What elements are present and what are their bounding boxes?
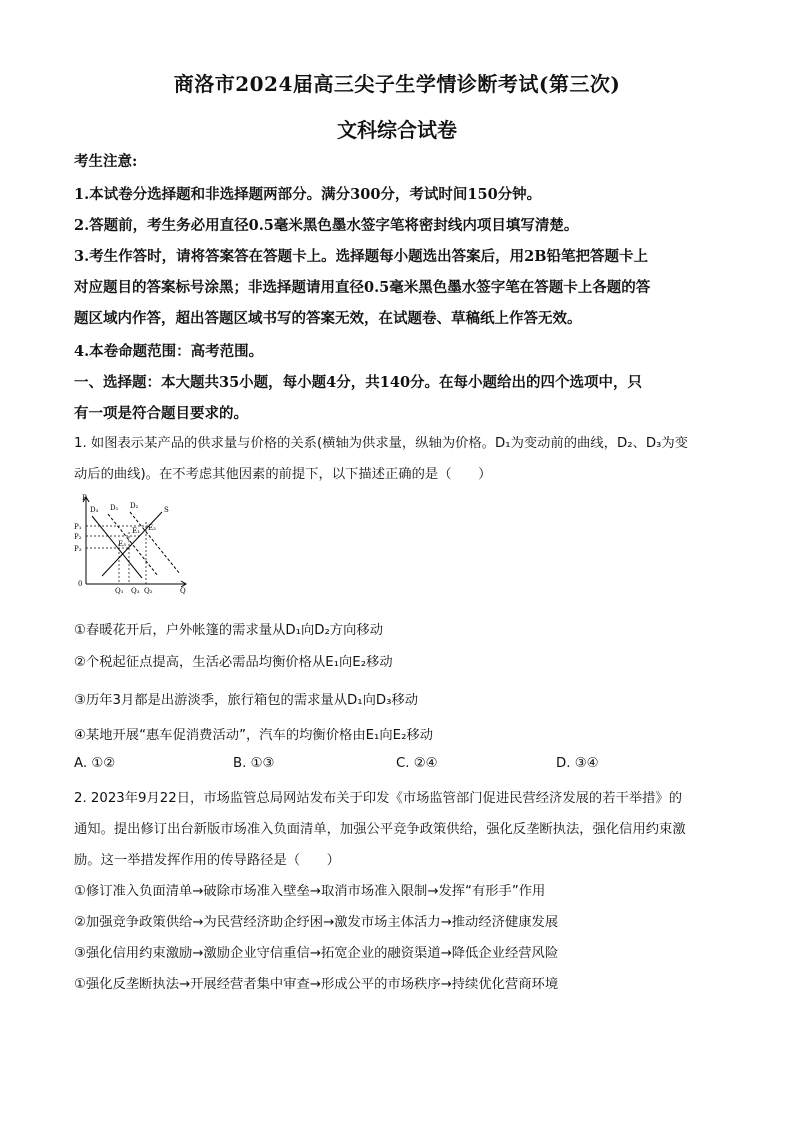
- label-e2: E₂: [148, 524, 156, 532]
- q2-stem: 通知。提出修订出台新版市场准入负面清单，加强公平竞争政策供给，强化反垄断执法，强化信用约束激: [74, 822, 686, 837]
- q2-item: ③强化信用约束激励→激励企业守信重信→拓宽企业的融资渠道→降低企业经营风险: [74, 946, 559, 961]
- q2-stem: 2. 2023年9月22日，市场监管总局网站发布关于印发《市场监管部门促进民营经济发展的若干举措》的: [74, 791, 683, 806]
- q1-item: ③历年3月都是出游淡季，旅行箱包的需求量从D₁向D₃移动: [74, 693, 419, 708]
- q1-item: ①春暖花开后，户外帐篷的需求量从D₁向D₂方向移动: [74, 623, 383, 638]
- label-d3: D₃: [90, 506, 99, 514]
- exam-title: 商洛市2024届高三尖子生学情诊断考试(第三次): [173, 72, 621, 96]
- label-p1: P₁: [74, 523, 82, 531]
- label-q: Q: [180, 587, 186, 595]
- q2-item: ①修订准入负面清单→破除市场准入壁垒→取消市场准入限制→发挥“有形手”作用: [74, 884, 546, 899]
- section-heading: 一、选择题：本大题共35小题，每小题4分，共140分。在每小题给出的四个选项中，只: [74, 374, 643, 391]
- q2-stem: 励。这一举措发挥作用的传导路径是（ ）: [74, 853, 340, 868]
- q1-option-b: B. ①③: [233, 756, 275, 771]
- notice-line: 4.本卷命题范围：高考范围。: [74, 343, 264, 360]
- notice-line: 对应题目的答案标号涂黑；非选择题请用直径0.5毫米黑色墨水签字笔在答题卡上各题的答: [74, 279, 651, 296]
- label-q3: Q₃: [131, 587, 140, 595]
- label-p: P: [82, 494, 87, 502]
- curve-s: [102, 512, 162, 576]
- notice-line: 2.答题前，考生务必用直径0.5毫米黑色墨水签字笔将密封线内项目填写清楚。: [74, 217, 579, 234]
- notice-line: 3.考生作答时，请将答案答在答题卡上。选择题每小题选出答案后，用2B铅笔把答题卡上: [74, 248, 648, 265]
- q1-stem: 1. 如图表示某产品的供求量与价格的关系(横轴为供求量，纵轴为价格。D₁为变动前的曲线，D₂、D₃为变: [74, 436, 688, 451]
- label-q2: Q₂: [144, 587, 153, 595]
- label-p3: P₃: [74, 545, 82, 553]
- label-s: S: [164, 506, 169, 514]
- label-d1: D₁: [110, 504, 119, 512]
- curve-d2: [130, 512, 180, 574]
- section-heading: 有一项是符合题目要求的。: [74, 405, 248, 422]
- label-e3: E₃: [118, 540, 126, 548]
- notice-line: 题区域内作答，超出答题区域书写的答案无效，在试题卷、草稿纸上作答无效。: [74, 310, 582, 327]
- q2-item: ②加强竞争政策供给→为民营经济助企纾困→激发市场主体活力→推动经济健康发展: [74, 915, 559, 930]
- label-d2: D₂: [130, 502, 139, 510]
- q1-item: ②个税起征点提高，生活必需品均衡价格从E₁向E₂移动: [74, 655, 393, 670]
- q1-option-c: C. ②④: [396, 756, 438, 771]
- label-origin: 0: [78, 580, 83, 588]
- q2-item: ①强化反垄断执法→开展经营者集中审查→形成公平的市场秩序→持续优化营商环境: [74, 977, 559, 992]
- label-p2: P₂: [74, 533, 82, 541]
- supply-demand-graph: [74, 492, 194, 602]
- q1-option-d: D. ③④: [556, 756, 599, 771]
- q1-stem: 动后的曲线)。在不考虑其他因素的前提下，以下描述正确的是（ ）: [74, 467, 492, 482]
- label-e1: E₁: [132, 527, 140, 535]
- notice-line: 1.本试卷分选择题和非选择题两部分。满分300分，考试时间150分钟。: [74, 186, 542, 203]
- notice-heading: 考生注意:: [74, 153, 138, 170]
- q1-option-a: A. ①②: [74, 756, 116, 771]
- q1-item: ④某地开展“惠车促消费活动”，汽车的均衡价格由E₁向E₂移动: [74, 728, 433, 743]
- exam-subtitle: 文科综合试卷: [337, 118, 457, 142]
- label-q1: Q₁: [115, 587, 124, 595]
